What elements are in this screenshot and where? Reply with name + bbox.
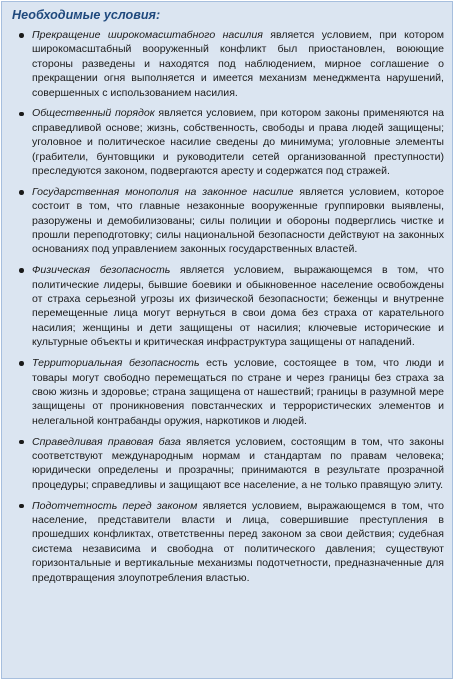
bullet-icon (19, 361, 24, 366)
condition-term: Справедливая правовая база (32, 435, 181, 448)
conditions-list (12, 28, 444, 585)
bullet-icon (19, 268, 24, 273)
condition-term: Территориальная безопасность (32, 357, 200, 370)
condition-text: есть условие, состоящее в том, что люди и товары могут свободно перемещаться по стране и через границы без страха за свою жизнь и здоровье; страна защищена от нашествий; границы в разумной мере защищены от проникновения повстанческих и террористических элементов и нелегальной контрабанды оружия, наркотиков и людей. (32, 357, 445, 427)
bullet-icon (19, 190, 24, 195)
conditions-panel (1, 1, 453, 679)
condition-item-accountability (12, 499, 444, 585)
bullet-icon (19, 33, 24, 38)
bullet-icon (19, 504, 24, 509)
condition-term: Общественный порядок (32, 107, 155, 120)
condition-item-physical-security (12, 263, 444, 349)
condition-text: является условием, которое состоит в том, что главные незаконные вооруженные группировки выявлены, разоружены и демобилизованы; силы полиции и обороны подверглись чистке и прошли переподготовку; силы национальной безопасности действуют на законных основаниях под управлением законных государственных властей. (32, 185, 445, 256)
bullet-icon (19, 112, 24, 117)
condition-term: Физическая безопасность (32, 264, 171, 277)
condition-item-ceasefire (12, 28, 444, 100)
condition-text: является условием, выражающемся в том, что политические лидеры, бывшие боевики и обыкновенное население освобождены от страха серьезной угрозы их физической безопасности; беженцы и внутренне перемещенные лица могут вернуться в свои дома без страха от карательного насилия; женщины и дети защищены от насилия; ключевые исторические и культурные объекты и критическая инфраструктура защищены от нападений. (32, 264, 444, 349)
bullet-icon (19, 440, 24, 445)
condition-text: является условием, при котором широкомасштабный вооруженный конфликт был приостановлен, воюющие стороны разведены и находятся под наблюдением, мирное соглашение о прекращении огня выполняется и имеется механизм менеджмента нарушений, совершенных с использованием насилия. (32, 29, 445, 99)
condition-item-state-monopoly (12, 185, 444, 257)
condition-text: является условием, состоящим в том, что законы соответствуют международным нормам и стандартам по правам человека; юридически определены и прозрачны; принимаются в результате прозрачной процедуры; справедливы и защищают все население, а не только правящую элиту. (32, 435, 444, 491)
condition-item-public-order (12, 106, 444, 178)
condition-text: является условием, при котором законы применяются на справедливой основе; жизнь, собственность, свободы и права людей защищены; уголовное и политическое насилие сведены до минимума; уголовные элементы (грабители, бунтовщики и руководители сетей организованной преступности) преследуются законом, подвергаются аресту и содержатся под стражей. (32, 107, 444, 178)
condition-term: Подотчетность перед законом (32, 499, 198, 512)
condition-item-legal-framework (12, 435, 444, 493)
condition-term: Прекращение широкомасштабного насилия (32, 29, 263, 41)
condition-text: является условием, выражающемся в том, что население, представители власти и лица, совершившие преступления в прошедших конфликтах, ответственны перед законом за свои действия; судебная система независима и свободна от политического давления; существуют горизонтальные и вертикальные механизмы подотчетности, предназначенные для предотвращения злоупотребления властью. (32, 499, 444, 584)
condition-item-territorial-security (12, 356, 444, 428)
condition-term: Государственная монополия на законное насилие (32, 185, 294, 198)
section-title: Необходимые условия: (12, 8, 161, 22)
